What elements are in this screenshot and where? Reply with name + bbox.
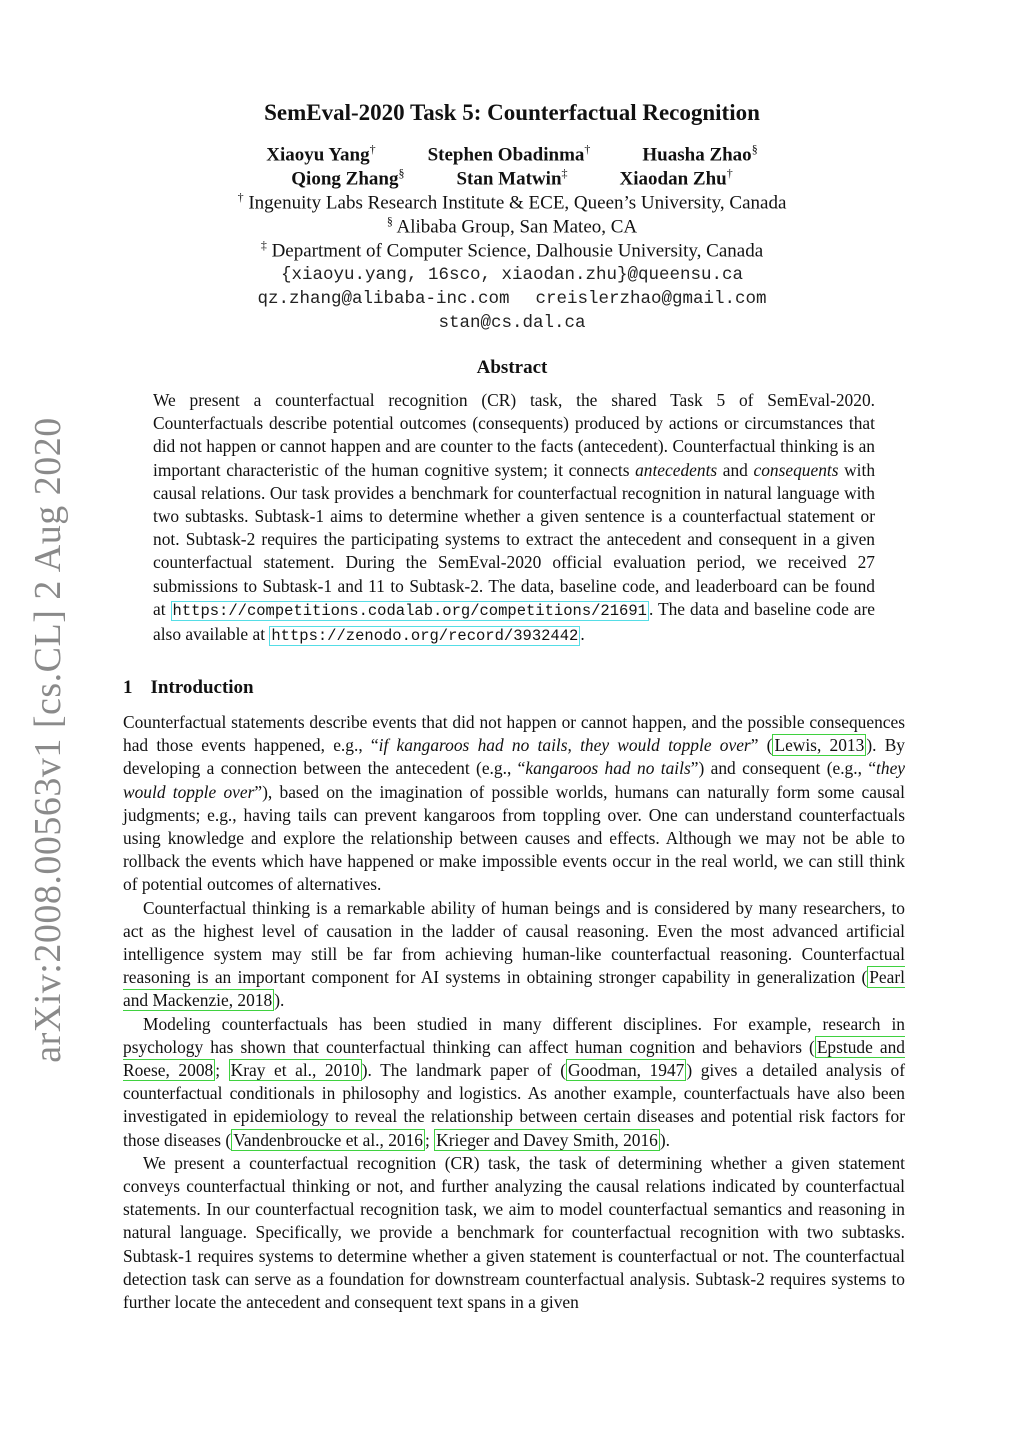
- author: Xiaoyu Yang†: [266, 142, 376, 166]
- paragraph: Counterfactual statements describe events that did not happen or cannot happen, and the possible consequences had those events happened, e.g., “if kangaroos had no tails, they would topple over” ( Lewis, 2013 ). By developing a connection between the antecedent (e.g., “kangaroos had no tails”) and consequent (e.g., “they would topple over”), based on the imagination of possible worlds, humans can naturally form some causal judgments; e.g., having tails can prevent kangaroos from toppling over. One can understand counterfactuals using knowledge and explore the relationship between causes and effects. Although we may not be able to rollback the events which have happened or make impossible events occur in the real world, we can still think of potential outcomes of alternatives.: [123, 712, 906, 895]
- paper-title: SemEval-2020 Task 5: Counterfactual Recognition: [264, 100, 760, 125]
- paragraph: Modeling counterfactuals has been studied in many different disciplines. For example, research in psychology has shown that counterfactual thinking can affect human cognition and behaviors ( Epstude and Roese, 2008 ; Kray et al., 2010 ). The landmark paper of ( Goodman, 1947 ) gives a detailed analysis of counterfactual conditionals in philosophy and logistics. As another example, counterfactuals have also been investigated in epidemiology to reveal the relationship between certain diseases and potential risk factors for those diseases ( Vandenbroucke et al., 2016 ; Krieger and Davey Smith, 2016 ).: [123, 1013, 906, 1150]
- author: Stephen Obadinma†: [427, 142, 591, 166]
- citation-link[interactable]: Krieger and Davey Smith, 2016: [436, 1129, 658, 1150]
- author: Qiong Zhang§: [291, 166, 405, 190]
- email-line: qz.zhang@alibaba-inc.com creislerzhao@gmail.com: [257, 289, 767, 309]
- codalab-link[interactable]: https://competitions.codalab.org/competitions/21691: [172, 601, 647, 620]
- citation-link[interactable]: Lewis, 2013: [774, 735, 865, 756]
- citation-link[interactable]: Kray et al., 2010: [230, 1060, 360, 1081]
- email-line: stan@cs.dal.ca: [438, 313, 586, 333]
- paragraph: We present a counterfactual recognition (CR) task, the task of determining whether a given statement conveys counterfactual thinking or not, and further analyzing the causal relations indicated by counterfactual statements. In our counterfactual recognition task, we aim to model counterfactual semantics and reasoning in natural language. Specifically, we provide a benchmark for counterfactual recognition with two subtasks. Subtask-1 requires systems to determine whether a given statement is counterfactual or not. The counterfactual detection task can serve as a foundation for downstream counterfactual analysis. Subtask-2 requires systems to further locate the antecedent and consequent text spans in a given: [123, 1152, 905, 1313]
- section-heading: 1 Introduction: [123, 677, 254, 698]
- affiliation: ‡ Department of Computer Science, Dalhousie University, Canada: [260, 238, 764, 262]
- abstract-body: We present a counterfactual recognition (CR) task, the shared Task 5 of SemEval-2020. Counterfactuals describe potential outcomes (consequents) produced by actions or circumstances that did not happen or cannot happen and are counter to the facts (antecedent). Counterfactual thinking is an important characteristic of the human cognitive system; it connects antecedents and consequents with causal relations. Our task provides a benchmark for counterfactual recognition in natural language with two subtasks. Subtask-1 aims to determine whether a given sentence is a counterfactual statement or not. Subtask-2 requires the participating systems to extract the antecedent and consequent in a given counterfactual statement. During the SemEval-2020 official evaluation period, we received 27 submissions to Subtask-1 and 11 to Subtask-2. The data, baseline code, and leaderboard can be found at https://competitions.codalab.org/competitions/21691 . The data and baseline code are also available at https://zenodo.org/record/3932442 .: [153, 390, 876, 646]
- citation-link[interactable]: Goodman, 1947: [568, 1060, 685, 1081]
- abstract-heading: Abstract: [476, 357, 548, 378]
- authors-row-2: [0, 166, 1024, 190]
- citation-link[interactable]: Epstude and Roese, 2008: [123, 1036, 905, 1081]
- citation-link[interactable]: Pearl and Mackenzie, 2018: [123, 967, 905, 1011]
- email-line: {xiaoyu.yang, 16sco, xiaodan.zhu}@queensu.ca: [280, 265, 744, 285]
- authors-row-1: [0, 142, 1024, 166]
- paragraph: Counterfactual thinking is a remarkable ability of human beings and is considered by many researchers, to act as the highest level of causation in the ladder of causal reasoning. Even the most advanced artificial intelligence system may still be far from achieving human-like counterfactual reasoning. Counterfactual reasoning is an important component for AI systems in obtaining stronger capability in generalization ( Pearl and Mackenzie, 2018 ).: [123, 897, 905, 1011]
- author: Stan Matwin‡: [456, 166, 568, 190]
- citation-link[interactable]: Vandenbroucke et al., 2016: [233, 1129, 423, 1150]
- author: Xiaodan Zhu†: [619, 166, 733, 190]
- intro-body: [123, 711, 905, 1314]
- arxiv-id-text: arXiv:2008.00563v1 [cs.CL] 2 Aug 2020: [27, 417, 69, 1063]
- zenodo-link[interactable]: https://zenodo.org/record/3932442: [271, 627, 579, 646]
- affiliation: † Ingenuity Labs Research Institute & ECE, Queen’s University, Canada: [237, 190, 787, 214]
- author: Huasha Zhao§: [642, 142, 758, 166]
- affiliation: § Alibaba Group, San Mateo, CA: [386, 214, 638, 238]
